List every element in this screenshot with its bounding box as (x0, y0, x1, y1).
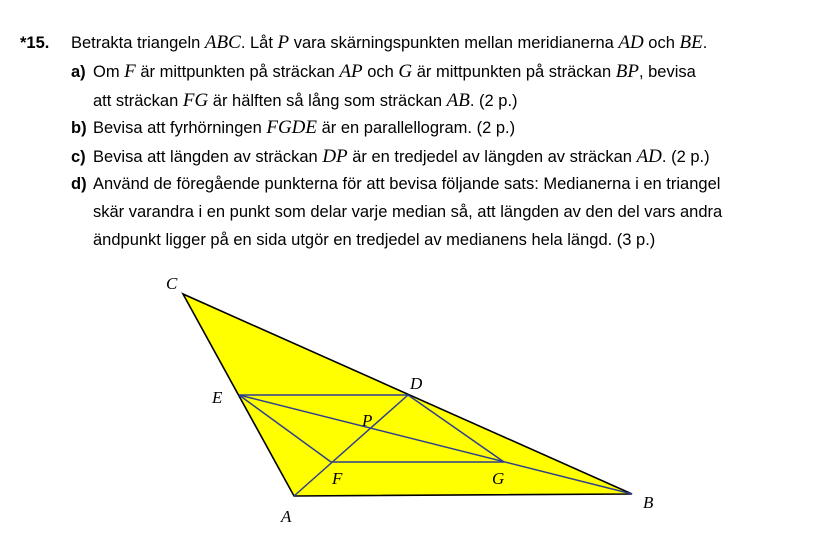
label-f: F (332, 469, 343, 488)
label-a: A (281, 507, 292, 526)
intro-text: Betrakta triangeln ABC. Låt P vara skärningspunkten mellan meridianerna AD och BE. (71, 32, 708, 53)
part-d-line-2: skär varandra i en punkt som delar varje median så, att längden av den del vars andra (93, 203, 723, 221)
part-a-line-1: Om F är mittpunkten på sträckan AP och G är mittpunkten på sträckan BP, bevisa (93, 61, 696, 82)
part-b-text: Bevisa att fyrhörningen FGDE är en parallellogram. (2 p.) (93, 117, 516, 138)
part-d-line-1: Använd de föregående punkterna för att bevisa följande sats: Medianerna i en triangel (93, 175, 721, 193)
part-a-line-2: att sträckan FG är hälften så lång som sträckan AB. (2 p.) (93, 90, 518, 111)
label-e: E (212, 388, 223, 407)
label-p: P (362, 411, 373, 430)
part-a-label: a) (71, 63, 86, 81)
label-b: B (643, 493, 654, 512)
part-c-text: Bevisa att längden av sträckan DP är en tredjedel av längden av sträckan AD. (2 p.) (93, 146, 710, 167)
label-d: D (410, 374, 423, 393)
label-g: G (492, 469, 505, 488)
problem-number: *15. (20, 34, 50, 52)
part-d-line-3: ändpunkt ligger på en sida utgör en tredjedel av medianens hela längd. (3 p.) (93, 231, 656, 249)
part-b-label: b) (71, 119, 87, 137)
part-c-label: c) (71, 148, 86, 166)
part-d-label: d) (71, 175, 87, 193)
label-c: C (166, 274, 178, 293)
